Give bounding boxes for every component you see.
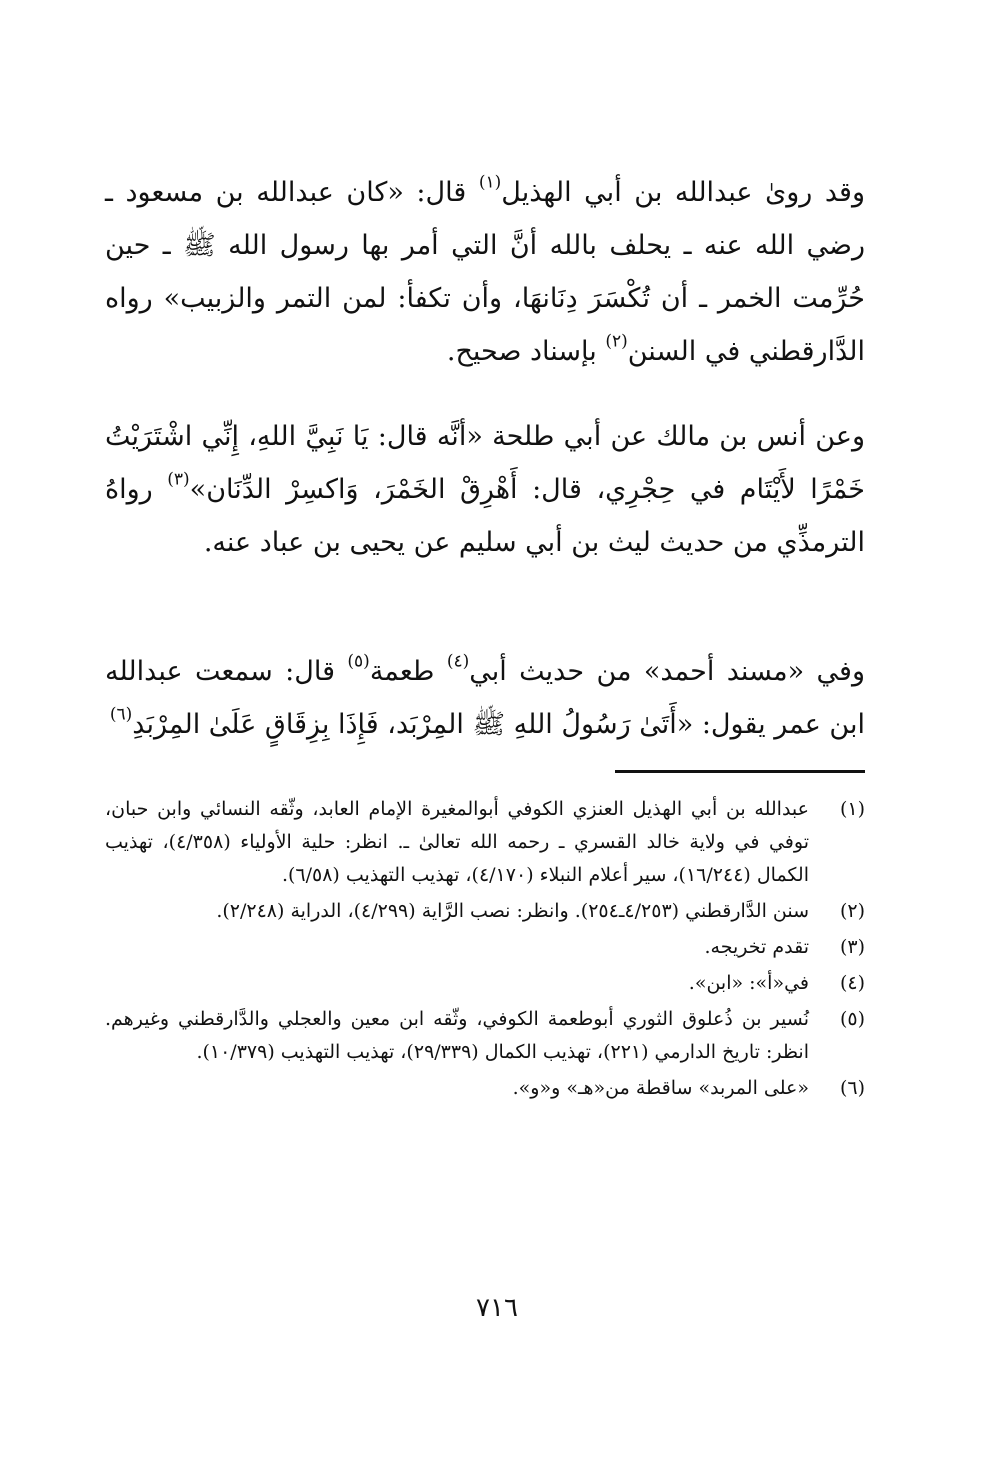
paragraph-abu-talha — [105, 410, 865, 569]
paragraph-musnad-ahmad — [105, 645, 865, 751]
footnote-reference: (٣) — [167, 469, 190, 490]
footnote-text: في«أ»: «ابن». — [688, 972, 809, 994]
footnote-item — [105, 793, 865, 892]
footnote-text: «على المربد» ساقطة من«هـ» و«و». — [512, 1077, 809, 1099]
footnote-reference: (٤) — [446, 651, 470, 672]
paragraph-text: رواهُ الترمذِّي من حديث ليث بن أبي سليم عن يحيى بن عباد عنه. — [105, 474, 865, 558]
footnote-number: (١) — [839, 798, 865, 820]
footnote-reference: (٥) — [347, 651, 370, 672]
footnote-number: (٥) — [839, 1008, 865, 1030]
paragraph-text: قال: «كان عبدالله بن مسعود ـ رضي الله عنه ـ يحلف بالله أنَّ التي أمر بها رسول الله ﷺ ـ حين حُرِّمت الخمر ـ أن تُكْسَرَ دِنَانهَا، وأن تكفأ: لمن التمر والزبيب» رواه الدَّارقطني في السنن — [105, 177, 865, 367]
footnote-text: تقدم تخريجه. — [704, 936, 809, 958]
paragraph-text: وعن أنس بن مالك عن أبي طلحة «أنَّه قال: يَا نَبِيَّ اللهِ، إِنِّي اشْتَرَيْتُ خَمْرًا لأَيْتَام في حِجْرِي، قال: أَهْرِقْ الخَمْرَ، وَاكسِرْ الدِّنَان» — [105, 421, 865, 505]
footnote-number: (٣) — [839, 936, 865, 958]
paragraph-ibn-masud — [105, 166, 865, 378]
footnote-item — [105, 967, 865, 1000]
paragraph-text: بإسناد صحيح. — [446, 336, 606, 367]
footnote-reference: (٦) — [109, 704, 133, 725]
footnote-reference: (١) — [478, 172, 502, 193]
footnotes-section — [105, 793, 865, 1108]
footnote-reference: (٢) — [605, 331, 628, 352]
footnote-number: (٢) — [839, 900, 865, 922]
footnote-number: (٤) — [839, 972, 865, 994]
footnote-item — [105, 1003, 865, 1069]
footnote-text: سنن الدَّارقطني (٤/٢٥٣ـ٢٥٤). وانظر: نصب الرَّاية (٤/٢٩٩)، الدراية (٢/٢٤٨). — [216, 900, 809, 922]
paragraph-text: وقد روىٰ عبدالله بن أبي الهذيل — [501, 177, 865, 208]
page-number: ٧١٦ — [476, 1293, 518, 1323]
footnote-item — [105, 895, 865, 928]
footnote-item — [105, 931, 865, 964]
footnote-number: (٦) — [839, 1077, 865, 1099]
paragraph-text: طعمة — [369, 656, 447, 687]
paragraph-text: قال: سمعت عبدالله ابن عمر يقول: «أَتَىٰ رَسُولُ اللهِ ﷺ المِرْبَد، فَإِذَا بِزِقَاقٍ عَلَىٰ المِرْبَدِ — [105, 656, 865, 740]
footnote-item — [105, 1072, 865, 1105]
paragraph-text: وفي «مسند أحمد» من حديث أبي — [469, 656, 865, 687]
footnote-separator — [615, 770, 865, 773]
footnote-text: عبدالله بن أبي الهذيل العنزي الكوفي أبوالمغيرة الإمام العابد، وثّقه النسائي وابن حبان، توفي في ولاية خالد القسري ـ رحمه الله تعالىٰ ـ. انظر: حلية الأولياء (٤/٣٥٨)، تهذيب الكمال (١٦/٢٤٤)، سير أعلام النبلاء (٤/١٧٠)، تهذيب التهذيب (٦/٥٨). — [105, 798, 809, 886]
footnote-text: نُسير بن ذُعلوق الثوري أبوطعمة الكوفي، وثّقه ابن معين والعجلي والدَّارقطني وغيرهم. انظر: تاريخ الدارمي (٢٢١)، تهذيب الكمال (٢٩/٣٣٩)، تهذيب التهذيب (١٠/٣٧٩). — [105, 1008, 809, 1063]
